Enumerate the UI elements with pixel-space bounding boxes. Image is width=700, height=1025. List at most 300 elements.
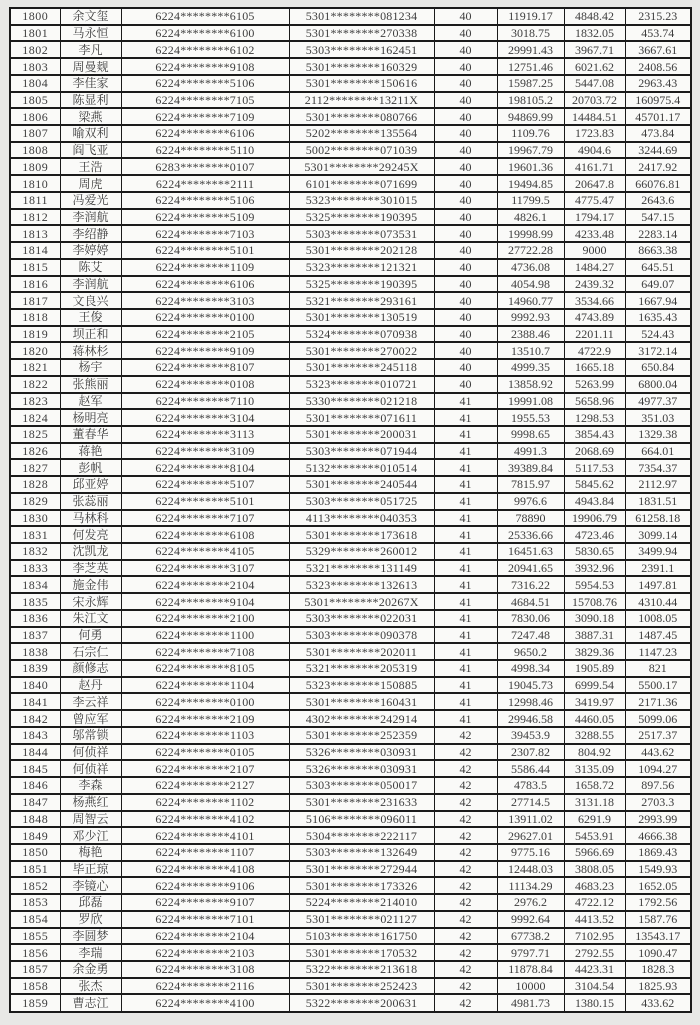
cell-card-number: 6224********2111 [121,175,289,192]
cell-card-number: 6224********4101 [121,827,289,844]
cell-amount-1: 3018.75 [497,25,564,42]
cell-amount-2: 3534.66 [564,292,625,309]
cell-amount-1: 15987.25 [497,75,564,92]
cell-amount-1: 11134.29 [497,877,564,894]
cell-card-number: 6224********3113 [121,426,289,443]
cell-seq: 1841 [10,693,60,710]
cell-amount-3: 1635.43 [625,309,691,326]
cell-id-number: 5224********214010 [289,894,434,911]
cell-name: 李婷婷 [60,242,121,259]
cell-amount-3: 13543.17 [625,928,691,945]
table-row [10,660,691,677]
cell-card-number: 6224********6105 [121,8,289,25]
cell-card-number: 6224********7101 [121,911,289,928]
cell-amount-3: 2112.97 [625,476,691,493]
cell-name: 何勇 [60,627,121,644]
cell-name: 邬常锁 [60,727,121,744]
cell-seq: 1801 [10,25,60,42]
cell-card-number: 6283********0107 [121,158,289,175]
cell-amount-3: 821 [625,660,691,677]
cell-amount-2: 7102.95 [564,928,625,945]
table-row [10,643,691,660]
cell-amount-3: 1147.23 [625,643,691,660]
cell-card-number: 6224********9104 [121,593,289,610]
cell-amount-3: 5099.06 [625,710,691,727]
cell-id-number: 5301********173618 [289,526,434,543]
cell-amount-3: 2408.56 [625,58,691,75]
cell-batch-code: 40 [434,25,497,42]
cell-name: 朱江文 [60,610,121,627]
cell-name: 梁燕 [60,108,121,125]
cell-amount-3: 2283.14 [625,225,691,242]
cell-batch-code: 42 [434,961,497,978]
cell-seq: 1854 [10,911,60,928]
cell-seq: 1830 [10,510,60,527]
cell-amount-3: 2993.99 [625,811,691,828]
cell-id-number: 5202********135564 [289,125,434,142]
table-row [10,342,691,359]
cell-name: 坝正和 [60,326,121,343]
cell-name: 邱磊 [60,894,121,911]
table-row [10,359,691,376]
table-row [10,309,691,326]
cell-seq: 1811 [10,192,60,209]
cell-amount-3: 4310.44 [625,593,691,610]
cell-amount-3: 897.56 [625,777,691,794]
cell-card-number: 6224********3108 [121,961,289,978]
cell-seq: 1826 [10,443,60,460]
cell-amount-1: 94869.99 [497,108,564,125]
cell-amount-1: 11799.5 [497,192,564,209]
cell-amount-2: 5658.96 [564,393,625,410]
cell-amount-1: 19045.73 [497,677,564,694]
cell-batch-code: 41 [434,593,497,610]
cell-seq: 1802 [10,41,60,58]
cell-amount-1: 1955.53 [497,409,564,426]
cell-amount-1: 9775.16 [497,844,564,861]
cell-id-number: 5301********20267X [289,593,434,610]
cell-id-number: 5103********161750 [289,928,434,945]
cell-name: 赵丹 [60,677,121,694]
cell-batch-code: 42 [434,744,497,761]
cell-amount-2: 1723.83 [564,125,625,142]
cell-id-number: 5325********190395 [289,209,434,226]
cell-batch-code: 40 [434,8,497,25]
cell-amount-1: 12751.46 [497,58,564,75]
cell-id-number: 5303********050017 [289,777,434,794]
cell-amount-3: 645.51 [625,259,691,276]
cell-amount-2: 5453.91 [564,827,625,844]
cell-id-number: 5323********132613 [289,576,434,593]
cell-id-number: 5322********213618 [289,961,434,978]
cell-amount-2: 5263.99 [564,376,625,393]
cell-name: 陈显利 [60,92,121,109]
cell-name: 余文玺 [60,8,121,25]
cell-batch-code: 41 [434,643,497,660]
cell-amount-2: 4722.12 [564,894,625,911]
cell-amount-1: 29991.43 [497,41,564,58]
cell-batch-code: 41 [434,693,497,710]
table-row [10,861,691,878]
table-row [10,142,691,159]
cell-id-number: 5301********080766 [289,108,434,125]
cell-name: 毕正琼 [60,861,121,878]
table-row [10,158,691,175]
table-row [10,727,691,744]
cell-seq: 1844 [10,744,60,761]
cell-seq: 1815 [10,259,60,276]
cell-amount-3: 2643.6 [625,192,691,209]
cell-name: 邱亚婷 [60,476,121,493]
cell-batch-code: 42 [434,911,497,928]
cell-card-number: 6224********6102 [121,41,289,58]
cell-id-number: 5321********205319 [289,660,434,677]
cell-id-number: 5301********202011 [289,643,434,660]
cell-card-number: 6224********0100 [121,309,289,326]
cell-amount-1: 7830.06 [497,610,564,627]
table-row [10,526,691,543]
cell-amount-2: 3854.43 [564,426,625,443]
cell-seq: 1857 [10,961,60,978]
cell-card-number: 6224********7107 [121,510,289,527]
cell-amount-1: 29627.01 [497,827,564,844]
cell-name: 周曼觌 [60,58,121,75]
cell-amount-1: 2976.2 [497,894,564,911]
cell-card-number: 6224********8105 [121,660,289,677]
cell-batch-code: 41 [434,409,497,426]
table-row [10,593,691,610]
cell-amount-2: 4233.48 [564,225,625,242]
cell-name: 何侦祥 [60,744,121,761]
cell-id-number: 5301********272944 [289,861,434,878]
cell-seq: 1805 [10,92,60,109]
cell-amount-2: 3808.05 [564,861,625,878]
cell-amount-1: 19998.99 [497,225,564,242]
table-row [10,911,691,928]
cell-seq: 1859 [10,994,60,1012]
cell-card-number: 6224********1104 [121,677,289,694]
cell-amount-2: 3104.54 [564,978,625,995]
cell-seq: 1840 [10,677,60,694]
table-row [10,961,691,978]
cell-card-number: 6224********3107 [121,560,289,577]
cell-batch-code: 40 [434,125,497,142]
cell-amount-1: 9998.65 [497,426,564,443]
cell-batch-code: 42 [434,978,497,995]
cell-card-number: 6224********7108 [121,643,289,660]
cell-amount-3: 443.62 [625,744,691,761]
cell-batch-code: 40 [434,326,497,343]
cell-amount-3: 61258.18 [625,510,691,527]
cell-amount-3: 649.07 [625,276,691,293]
cell-amount-2: 14484.51 [564,108,625,125]
cell-seq: 1831 [10,526,60,543]
cell-amount-1: 13911.02 [497,811,564,828]
cell-seq: 1806 [10,108,60,125]
cell-seq: 1824 [10,409,60,426]
cell-amount-2: 3090.18 [564,610,625,627]
cell-card-number: 6224********2127 [121,777,289,794]
cell-batch-code: 41 [434,660,497,677]
cell-id-number: 5301********160431 [289,693,434,710]
cell-amount-1: 4981.73 [497,994,564,1012]
table-row [10,92,691,109]
cell-amount-2: 1298.53 [564,409,625,426]
cell-amount-1: 11878.84 [497,961,564,978]
cell-card-number: 6224********5110 [121,142,289,159]
cell-name: 杨明亮 [60,409,121,426]
cell-amount-3: 1792.56 [625,894,691,911]
cell-seq: 1828 [10,476,60,493]
cell-amount-2: 4723.46 [564,526,625,543]
cell-name: 李佳家 [60,75,121,92]
cell-id-number: 5301********240544 [289,476,434,493]
cell-amount-1: 9992.93 [497,309,564,326]
cell-id-number: 5301********173326 [289,877,434,894]
cell-amount-2: 19906.79 [564,510,625,527]
cell-seq: 1845 [10,760,60,777]
table-row [10,610,691,627]
cell-amount-1: 12448.03 [497,861,564,878]
cell-batch-code: 42 [434,894,497,911]
cell-batch-code: 41 [434,710,497,727]
cell-id-number: 5303********162451 [289,41,434,58]
cell-amount-1: 29946.58 [497,710,564,727]
cell-amount-3: 2391.1 [625,560,691,577]
cell-batch-code: 40 [434,209,497,226]
cell-name: 李润航 [60,209,121,226]
cell-seq: 1808 [10,142,60,159]
cell-amount-2: 1905.89 [564,660,625,677]
cell-id-number: 5303********022031 [289,610,434,627]
cell-seq: 1846 [10,777,60,794]
cell-batch-code: 41 [434,443,497,460]
cell-batch-code: 42 [434,777,497,794]
table-row [10,242,691,259]
cell-amount-3: 2963.43 [625,75,691,92]
cell-amount-3: 4977.37 [625,393,691,410]
cell-amount-1: 78890 [497,510,564,527]
cell-card-number: 6224********6106 [121,276,289,293]
cell-amount-3: 524.43 [625,326,691,343]
cell-amount-1: 12998.46 [497,693,564,710]
cell-batch-code: 41 [434,426,497,443]
table-row [10,894,691,911]
cell-amount-2: 4943.84 [564,493,625,510]
cell-seq: 1836 [10,610,60,627]
cell-batch-code: 40 [434,259,497,276]
cell-card-number: 6224********2100 [121,610,289,627]
cell-amount-2: 3967.71 [564,41,625,58]
cell-name: 文良兴 [60,292,121,309]
table-row [10,209,691,226]
cell-batch-code: 41 [434,576,497,593]
cell-batch-code: 42 [434,794,497,811]
cell-name: 马林科 [60,510,121,527]
cell-batch-code: 42 [434,944,497,961]
cell-seq: 1817 [10,292,60,309]
cell-card-number: 6224********3109 [121,443,289,460]
table-row [10,459,691,476]
cell-card-number: 6224********7105 [121,92,289,109]
cell-seq: 1809 [10,158,60,175]
cell-batch-code: 40 [434,309,497,326]
cell-amount-1: 5586.44 [497,760,564,777]
cell-amount-2: 6021.62 [564,58,625,75]
cell-amount-2: 2068.69 [564,443,625,460]
cell-amount-3: 664.01 [625,443,691,460]
cell-id-number: 4302********242914 [289,710,434,727]
cell-amount-3: 1497.81 [625,576,691,593]
cell-seq: 1835 [10,593,60,610]
cell-card-number: 6224********1109 [121,259,289,276]
table-row [10,276,691,293]
cell-seq: 1803 [10,58,60,75]
cell-name: 彭帆 [60,459,121,476]
cell-id-number: 5002********071039 [289,142,434,159]
cell-seq: 1816 [10,276,60,293]
cell-batch-code: 40 [434,58,497,75]
cell-amount-1: 13510.7 [497,342,564,359]
cell-amount-3: 3244.69 [625,142,691,159]
cell-amount-3: 1587.76 [625,911,691,928]
table-row [10,543,691,560]
cell-batch-code: 40 [434,342,497,359]
cell-amount-3: 1869.43 [625,844,691,861]
cell-card-number: 6224********2109 [121,710,289,727]
cell-id-number: 5301********270338 [289,25,434,42]
cell-id-number: 5301********29245X [289,158,434,175]
cell-card-number: 6224********7109 [121,108,289,125]
table-row [10,393,691,410]
cell-amount-2: 3419.97 [564,693,625,710]
table-row [10,877,691,894]
cell-amount-2: 804.92 [564,744,625,761]
cell-card-number: 6224********1100 [121,627,289,644]
cell-amount-1: 19991.08 [497,393,564,410]
cell-seq: 1823 [10,393,60,410]
cell-batch-code: 40 [434,175,497,192]
cell-amount-1: 7815.97 [497,476,564,493]
cell-amount-1: 7316.22 [497,576,564,593]
table-row [10,493,691,510]
cell-name: 周智云 [60,811,121,828]
cell-name: 王浩 [60,158,121,175]
cell-id-number: 5323********301015 [289,192,434,209]
cell-card-number: 6224********2116 [121,978,289,995]
cell-amount-2: 3288.55 [564,727,625,744]
cell-id-number: 5301********231633 [289,794,434,811]
cell-id-number: 5303********090378 [289,627,434,644]
cell-amount-1: 4783.5 [497,777,564,794]
cell-id-number: 4113********040353 [289,510,434,527]
cell-amount-1: 4826.1 [497,209,564,226]
cell-amount-3: 7354.37 [625,459,691,476]
cell-batch-code: 40 [434,108,497,125]
table-row [10,326,691,343]
cell-name: 宋永辉 [60,593,121,610]
cell-name: 李圆梦 [60,928,121,945]
cell-id-number: 5301********252423 [289,978,434,995]
cell-name: 陈艾 [60,259,121,276]
cell-amount-2: 4775.47 [564,192,625,209]
cell-amount-1: 4684.51 [497,593,564,610]
cell-card-number: 6224********4102 [121,811,289,828]
cell-name: 石宗仁 [60,643,121,660]
cell-batch-code: 41 [434,476,497,493]
cell-name: 杨燕红 [60,794,121,811]
cell-card-number: 6224********5106 [121,75,289,92]
cell-amount-2: 2439.32 [564,276,625,293]
cell-batch-code: 41 [434,526,497,543]
cell-amount-3: 1831.51 [625,493,691,510]
cell-amount-3: 650.84 [625,359,691,376]
cell-id-number: 5303********132649 [289,844,434,861]
cell-name: 梅艳 [60,844,121,861]
cell-id-number: 5303********073531 [289,225,434,242]
cell-name: 王俊 [60,309,121,326]
table-row [10,978,691,995]
cell-id-number: 5301********150616 [289,75,434,92]
table-row [10,192,691,209]
cell-amount-1: 2307.82 [497,744,564,761]
table-row [10,376,691,393]
cell-batch-code: 40 [434,359,497,376]
cell-id-number: 5301********245118 [289,359,434,376]
cell-amount-2: 20703.72 [564,92,625,109]
cell-id-number: 5304********222117 [289,827,434,844]
cell-card-number: 6224********6108 [121,526,289,543]
cell-seq: 1821 [10,359,60,376]
cell-id-number: 6101********071699 [289,175,434,192]
cell-amount-3: 433.62 [625,994,691,1012]
cell-amount-2: 4423.31 [564,961,625,978]
table-row [10,510,691,527]
cell-seq: 1818 [10,309,60,326]
cell-card-number: 6224********1102 [121,794,289,811]
cell-seq: 1814 [10,242,60,259]
table-row [10,576,691,593]
cell-batch-code: 42 [434,811,497,828]
cell-amount-3: 1329.38 [625,426,691,443]
table-row [10,409,691,426]
cell-name: 邓少江 [60,827,121,844]
cell-amount-2: 4460.05 [564,710,625,727]
cell-card-number: 6224********6106 [121,125,289,142]
cell-amount-1: 11919.17 [497,8,564,25]
table-row [10,994,691,1012]
cell-id-number: 5132********010514 [289,459,434,476]
table-row [10,710,691,727]
cell-amount-1: 1109.76 [497,125,564,142]
cell-name: 何侦祥 [60,760,121,777]
cell-amount-3: 2171.36 [625,693,691,710]
cell-amount-2: 3932.96 [564,560,625,577]
cell-amount-3: 45701.17 [625,108,691,125]
cell-batch-code: 42 [434,844,497,861]
table-row [10,560,691,577]
cell-amount-2: 15708.76 [564,593,625,610]
cell-amount-3: 1825.93 [625,978,691,995]
cell-seq: 1827 [10,459,60,476]
cell-amount-2: 4743.89 [564,309,625,326]
cell-id-number: 5323********010721 [289,376,434,393]
cell-card-number: 6224********5101 [121,493,289,510]
cell-seq: 1843 [10,727,60,744]
cell-amount-1: 9976.6 [497,493,564,510]
cell-card-number: 6224********3104 [121,409,289,426]
table-row [10,476,691,493]
